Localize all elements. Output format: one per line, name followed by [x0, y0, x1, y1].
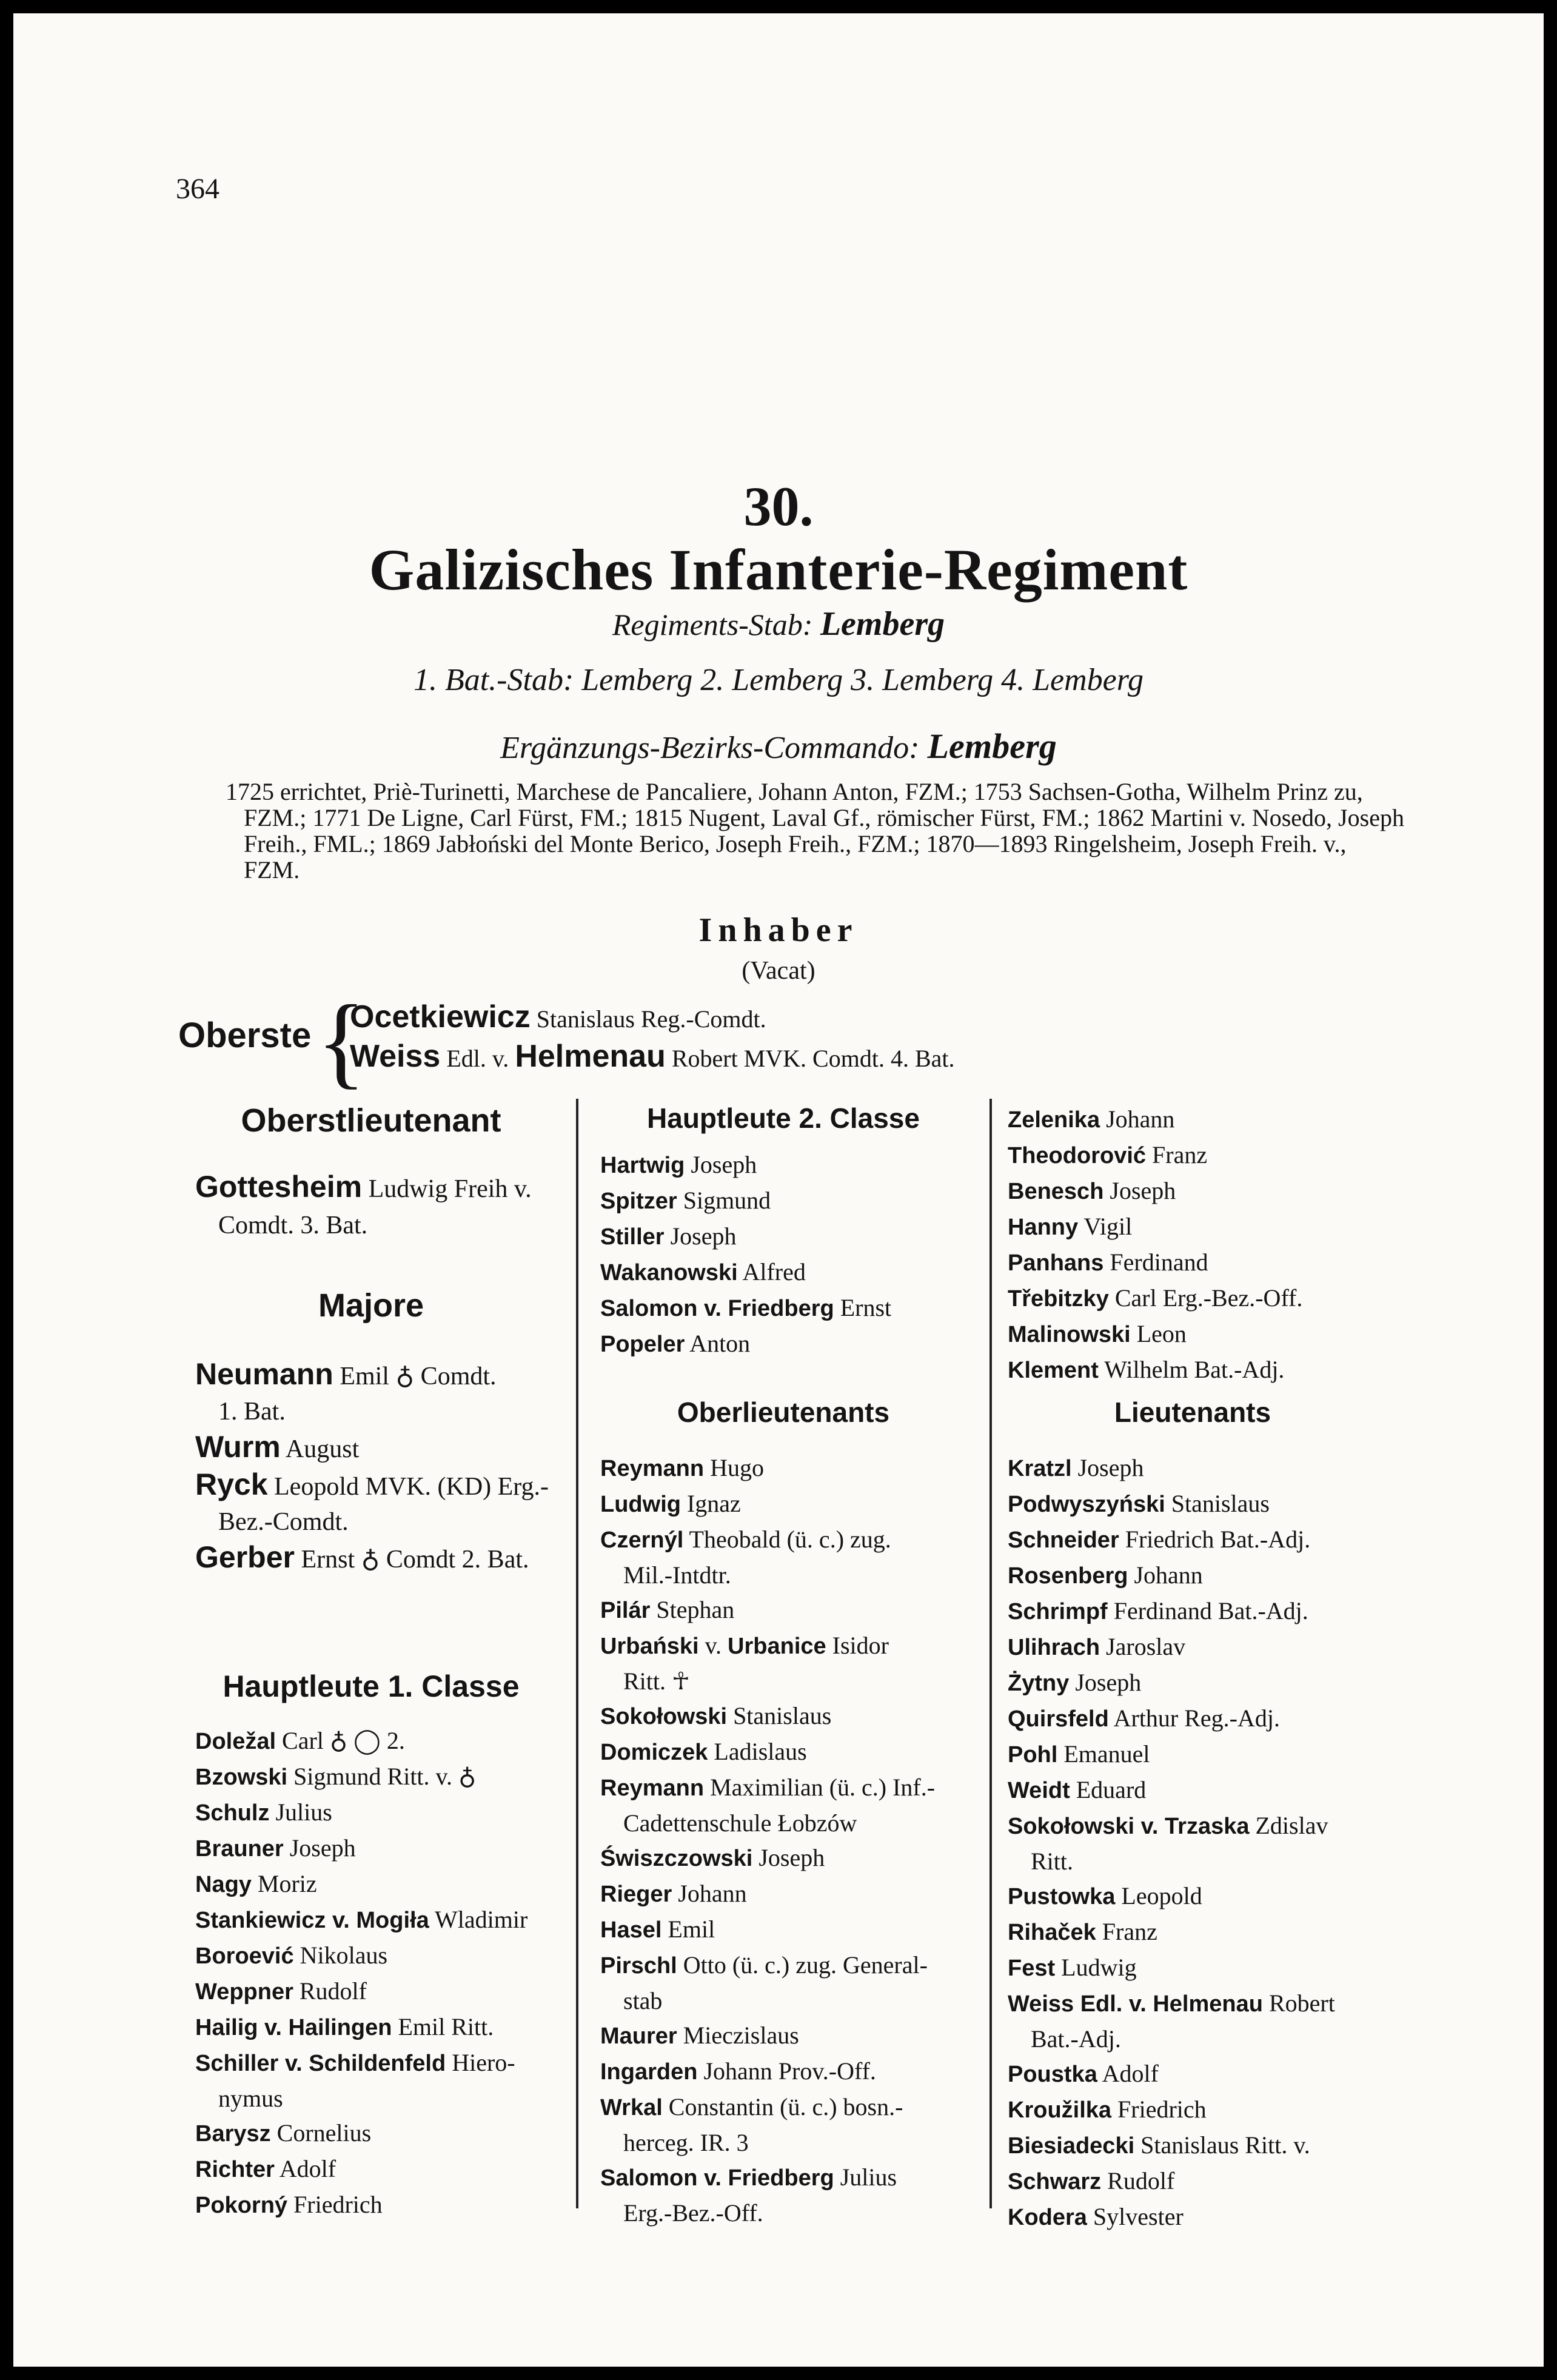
person-name: Richter: [195, 2157, 275, 2182]
list-item: [600, 1592, 935, 1628]
list-item: [195, 1168, 532, 1207]
list-item: [600, 1183, 891, 1219]
battalion-stab-line: 1. Bat.-Stab: Lemberg 2. Lemberg 3. Lemberg 4. Lemberg: [413, 663, 1144, 697]
list-item: [600, 1486, 935, 1522]
list-lieutenants: [1008, 1450, 1335, 2235]
person-name: Sokołowski: [600, 1704, 728, 1729]
list-item: [1008, 1665, 1335, 1701]
person-name: Benesch: [1008, 1179, 1104, 1204]
person-details: Bat.-Adj.: [1031, 2025, 1121, 2053]
list-item: [600, 2054, 935, 2090]
person-details: Sigmund: [677, 1187, 771, 1214]
person-name-part: Urbanice: [728, 1634, 826, 1659]
list-item: [195, 1723, 527, 1759]
person-details: Friedrich Bat.-Adj.: [1119, 1526, 1311, 1553]
list-item: [195, 1394, 549, 1429]
person-details: Joseph: [283, 1834, 356, 1862]
person-name: Hartwig: [600, 1153, 685, 1178]
person-details: Emil: [661, 1916, 715, 1943]
person-details: Robert: [1262, 1989, 1335, 2017]
list-item: [195, 1938, 527, 1974]
person-details: Stephan: [650, 1596, 735, 1623]
list-item: [1008, 1772, 1335, 1808]
person-details: Mil.-Intdtr.: [623, 1561, 731, 1589]
person-details: Wilhelm Bat.-Adj.: [1098, 1356, 1285, 1383]
oberste-2-name: Helmenau: [515, 1039, 666, 1074]
person-details: Otto (ü. c.) zug. General-: [677, 1951, 928, 1979]
person-name: Pirschl: [600, 1953, 677, 1979]
list-item: [1008, 1209, 1302, 1245]
person-name: Kodera: [1008, 2205, 1087, 2230]
person-details: Joseph: [664, 1222, 737, 1250]
person-details: 1. Bat.: [218, 1398, 286, 1426]
person-details: Jaroslav: [1100, 1633, 1186, 1660]
person-details: Arthur Reg.-Adj.: [1108, 1705, 1280, 1732]
list-item: [1008, 1486, 1335, 1522]
person-name: Kroužilka: [1008, 2097, 1112, 2123]
list-item: [1008, 2128, 1335, 2164]
person-name: Wakanowski: [600, 1260, 738, 1286]
person-name: Weppner: [195, 1979, 293, 2005]
person-name: Żytny: [1008, 1671, 1070, 1696]
list-item: [600, 1948, 935, 1983]
erg-label: Ergänzungs-Bezirks-Commando:: [500, 731, 920, 765]
person-details: Vigil: [1078, 1213, 1133, 1240]
person-details: August: [280, 1435, 360, 1463]
person-details: Stanislaus: [1165, 1490, 1270, 1517]
list-item: [195, 1467, 549, 1504]
list-item: [600, 2090, 935, 2125]
person-name: Schulz: [195, 1800, 270, 1826]
regiment-number: 30.: [743, 475, 814, 537]
person-name: Boroević: [195, 1943, 294, 1969]
person-name: Hailig v. Hailingen: [195, 2015, 392, 2040]
list-hauptleute-1: [195, 1723, 527, 2223]
heading-oberlieutenants: Oberlieutenants: [677, 1396, 890, 1428]
person-name: Ryck: [195, 1467, 268, 1501]
list-item: [600, 1876, 935, 1912]
list-item: [1008, 1879, 1335, 1914]
person-name: Panhans: [1008, 1250, 1104, 1276]
person-details: Ignaz: [680, 1490, 741, 1517]
person-details: Rudolf: [1101, 2167, 1175, 2194]
list-item: [600, 1450, 935, 1486]
person-name: Urbański: [600, 1634, 699, 1659]
person-name: Weiss Edl. v. Helmenau: [1008, 1991, 1263, 2017]
person-details: Emil ♁ Comdt.: [333, 1363, 497, 1390]
person-name: Bzowski: [195, 1765, 288, 1790]
person-details: Friedrich: [287, 2191, 383, 2218]
person-name: Brauner: [195, 1836, 284, 1862]
person-name: Gottesheim: [195, 1170, 363, 1204]
person-name: Sokołowski v. Trzaska: [1008, 1814, 1250, 1839]
person-details: Sigmund Ritt. v. ♁: [287, 1763, 477, 1790]
list-column3-top: [1008, 1102, 1302, 1388]
list-item: [1008, 1138, 1302, 1173]
heading-oberstlieutenant: Oberstlieutenant: [241, 1102, 501, 1139]
person-details: Johann: [1100, 1105, 1175, 1133]
list-item: [195, 1831, 527, 1866]
regiment-history: 1725 errichtet, Priè-Turinetti, Marchese de Pancaliere, Johann Anton, FZM.; 1753 Sachsen-Gotha, Wilhelm Prinz zu, FZM.; 1771 De Ligne, Carl Fürst, FM.; 1815 Nugent, Laval Gf., römischer Fürst, FM.; 1862 Martini v. Nosedo, Joseph Freih., FML.; 1869 Jabłoński del Monte Berico, Joseph Freih., FZM.; 1870—1893 Ringelsheim, Joseph Freih. v., FZM.: [226, 778, 1404, 883]
list-item: [195, 1207, 532, 1244]
oberste-brace: {: [316, 984, 366, 1098]
person-details: Stanislaus Ritt. v.: [1134, 2131, 1310, 2159]
person-details: Carl ♁ ◯ 2.: [276, 1727, 405, 1754]
person-details: Franz: [1096, 1918, 1157, 1945]
person-details: Adolf: [274, 2155, 337, 2182]
person-details: Ludwig Freih v.: [362, 1175, 532, 1203]
person-name: Zelenika: [1008, 1107, 1100, 1133]
oberste-1-rest: Stanislaus Reg.-Comdt.: [536, 1005, 766, 1033]
person-name: Salomon v. Friedberg: [600, 2165, 834, 2191]
inhaber-value: (Vacat): [742, 957, 815, 985]
column-rule-1: [576, 1099, 578, 2208]
person-details: Ferdinand: [1103, 1249, 1208, 1276]
list-item: [600, 2160, 935, 2196]
page-sheet: [13, 13, 1544, 2367]
person-name: Rieger: [600, 1882, 672, 1907]
person-details: Ritt. ☥: [623, 1668, 690, 1695]
oberste-entry-2: [350, 1038, 955, 1074]
person-details: Ferdinand Bat.-Adj.: [1107, 1597, 1308, 1624]
person-details: herceg. IR. 3: [623, 2129, 749, 2156]
list-item: [195, 1902, 527, 1938]
person-details: Zdislav: [1249, 1812, 1328, 1839]
list-item: [1008, 1594, 1335, 1629]
list-item: [195, 2010, 527, 2045]
person-name: Pokorný: [195, 2193, 288, 2218]
ergaenzungs-line: [13, 726, 1544, 766]
person-details: Leopold MVK. (KD) Erg.-: [267, 1473, 549, 1501]
person-name: Ulihrach: [1008, 1635, 1100, 1660]
person-name: Spitzer: [600, 1188, 677, 1214]
list-item: [1008, 1808, 1335, 1844]
person-name: Reymann: [600, 1456, 705, 1481]
person-details: Maximilian (ü. c.) Inf.-: [704, 1774, 936, 1801]
list-item: [600, 1326, 891, 1362]
list-oberlieutenants: [600, 1450, 935, 2230]
list-item: [195, 1866, 527, 1902]
person-name: Wurm: [195, 1430, 281, 1464]
person-name: Reymann: [600, 1775, 705, 1801]
person-name: Świszczowski: [600, 1846, 753, 1871]
person-name: Biesiadecki: [1008, 2133, 1135, 2159]
person-details: Joseph: [1071, 1454, 1144, 1481]
person-details: Moriz: [251, 1870, 317, 1897]
list-item: [195, 1429, 549, 1467]
person-details: Mieczislaus: [677, 2022, 799, 2049]
page-number: 364: [176, 173, 219, 205]
person-details: Leon: [1130, 1320, 1187, 1347]
person-name: Schiller v. Schildenfeld: [195, 2051, 446, 2076]
oberste-2-mid: Edl. v.: [446, 1045, 509, 1072]
person-name: Malinowski: [1008, 1322, 1131, 1347]
list-item: [195, 2187, 527, 2223]
person-details: Stanislaus: [727, 1702, 832, 1729]
person-details: Wladimir: [429, 1906, 528, 1933]
person-details: Johann: [1128, 1561, 1203, 1589]
person-name: Gerber: [195, 1540, 295, 1574]
list-item: [600, 2196, 935, 2230]
person-name: Pohl: [1008, 1742, 1058, 1768]
erg-place: Lemberg: [927, 726, 1057, 766]
person-details: Ludwig: [1055, 1954, 1137, 1981]
list-item: [1008, 2199, 1335, 2235]
person-details: Joseph: [685, 1151, 757, 1178]
list-item: [1008, 1173, 1302, 1209]
list-item: [1008, 1986, 1335, 2022]
person-details: Ritt.: [1031, 1848, 1074, 1875]
person-name: Ingarden: [600, 2059, 698, 2085]
person-name: Popeler: [600, 1332, 685, 1357]
person-name: Stiller: [600, 1224, 665, 1250]
list-item: [1008, 2092, 1335, 2128]
person-name: Kratzl: [1008, 1456, 1072, 1481]
list-item: [600, 1770, 935, 1806]
list-item: [600, 1558, 935, 1592]
person-details: Julius: [834, 2164, 897, 2191]
list-item: [1008, 1522, 1335, 1558]
person-name: Schwarz: [1008, 2169, 1102, 2194]
list-item: [1008, 1245, 1302, 1281]
list-item: [1008, 1558, 1335, 1594]
list-item: [600, 1840, 935, 1876]
person-details: Alfred: [737, 1258, 806, 1286]
list-majore: [195, 1356, 549, 1577]
list-item: [1008, 1950, 1335, 1986]
person-details: Erg.-Bez.-Off.: [623, 2199, 763, 2227]
person-name: Rosenberg: [1008, 1563, 1128, 1589]
person-details: Joseph: [1069, 1669, 1142, 1696]
list-item: [600, 1255, 891, 1290]
person-name: Fest: [1008, 1956, 1056, 1981]
person-details: Ladislaus: [708, 1738, 807, 1765]
person-details: Emil Ritt.: [392, 2013, 494, 2040]
person-name: Schrimpf: [1008, 1599, 1108, 1624]
list-item: [600, 2018, 935, 2054]
oberste-1-name: Ocetkiewicz: [350, 999, 531, 1034]
list-oberstlieutenant: [195, 1168, 532, 1244]
person-details: Franz: [1146, 1141, 1208, 1168]
heading-hauptleute-2: Hauptleute 2. Classe: [647, 1102, 920, 1134]
person-details: Cadettenschule Łobzów: [623, 1809, 857, 1837]
list-item: [600, 1290, 891, 1326]
oberste-label: Oberste: [178, 1016, 312, 1055]
list-item: [1008, 1737, 1335, 1772]
list-item: [195, 2045, 527, 2081]
list-item: [600, 1219, 891, 1255]
person-details: Carl Erg.-Bez.-Off.: [1108, 1284, 1303, 1312]
list-item: [195, 1759, 527, 1795]
list-hauptleute-2: [600, 1147, 891, 1362]
list-item: [1008, 1629, 1335, 1665]
list-item: [1008, 1914, 1335, 1950]
person-details: Hiero-: [446, 2049, 515, 2076]
person-details: Adolf: [1097, 2060, 1159, 2087]
person-details: Ernst: [834, 1294, 892, 1321]
person-details: Bez.-Comdt.: [218, 1508, 349, 1536]
oberste-2-pre: Weiss: [350, 1039, 441, 1074]
heading-lieutenants: Lieutenants: [1114, 1396, 1271, 1428]
list-item: [600, 1664, 935, 1698]
person-details: Johann Prov.-Off.: [697, 2057, 876, 2085]
list-item: [195, 1504, 549, 1540]
person-details: Johann: [672, 1880, 747, 1907]
person-name: Doležal: [195, 1729, 276, 1754]
list-item: [600, 1522, 935, 1558]
person-details: Eduard: [1070, 1776, 1147, 1803]
list-item: [1008, 1102, 1302, 1138]
person-name: Ludwig: [600, 1492, 681, 1517]
person-name: Neumann: [195, 1357, 333, 1391]
list-item: [600, 1698, 935, 1734]
list-item: [600, 2125, 935, 2160]
list-item: [195, 2081, 527, 2116]
person-name: Hasel: [600, 1917, 662, 1943]
person-name: Podwyszyński: [1008, 1492, 1165, 1517]
list-item: [600, 1912, 935, 1948]
person-details: Julius: [269, 1798, 332, 1826]
list-item: [1008, 2056, 1335, 2092]
person-name: Třebitzky: [1008, 1286, 1109, 1312]
person-name: Schneider: [1008, 1527, 1119, 1553]
person-name: Wrkal: [600, 2095, 663, 2120]
person-details: stab: [623, 1987, 663, 2014]
column-rule-2: [989, 1099, 992, 2208]
person-details: Theobald (ü. c.) zug.: [683, 1526, 891, 1553]
person-details: Hugo: [704, 1454, 764, 1481]
list-item: [600, 1147, 891, 1183]
stab-label: Regiments-Stab:: [612, 608, 813, 642]
list-item: [1008, 2164, 1335, 2199]
list-item: [195, 2151, 527, 2187]
person-details: Sylvester: [1087, 2203, 1184, 2230]
list-item: [600, 1734, 935, 1770]
person-name: Maurer: [600, 2023, 677, 2049]
person-name: Pustowka: [1008, 1884, 1116, 1909]
person-details: Constantin (ü. c.) bosn.-: [662, 2093, 903, 2120]
list-item: [1008, 1450, 1335, 1486]
person-details: Emanuel: [1057, 1740, 1150, 1768]
regiment-title: Galizisches Infanterie-Regiment: [369, 537, 1188, 602]
person-name: Quirsfeld: [1008, 1706, 1109, 1732]
person-details: Friedrich: [1111, 2096, 1207, 2123]
person-name: Czernýl: [600, 1527, 684, 1553]
person-details: Leopold: [1115, 1882, 1202, 1909]
person-name: Poustka: [1008, 2062, 1097, 2087]
list-item: [1008, 1701, 1335, 1737]
list-item: [195, 2116, 527, 2151]
person-details: Cornelius: [270, 2119, 372, 2147]
person-name: Barysz: [195, 2121, 271, 2147]
list-item: [1008, 1281, 1302, 1316]
list-item: [195, 1540, 549, 1577]
person-name: Nagy: [195, 1872, 252, 1897]
person-details: Anton: [685, 1330, 751, 1357]
person-name: Theodorović: [1008, 1143, 1147, 1168]
list-item: [195, 1356, 549, 1394]
oberste-2-rest: Robert MVK. Comdt. 4. Bat.: [671, 1045, 955, 1072]
regiments-stab-line: [13, 605, 1544, 643]
list-item: [600, 1806, 935, 1840]
person-details: Joseph: [1103, 1177, 1176, 1204]
person-details: Nikolaus: [293, 1942, 388, 1969]
person-details: v.: [698, 1632, 728, 1659]
person-name: Stankiewicz v. Mogiła: [195, 1908, 429, 1933]
person-details: Ernst ♁ Comdt 2. Bat.: [294, 1546, 529, 1574]
list-item: [1008, 2022, 1335, 2056]
person-name: Hanny: [1008, 1215, 1079, 1240]
person-details: Joseph: [752, 1844, 825, 1871]
person-name: Klement: [1008, 1358, 1099, 1383]
person-details: Comdt. 3. Bat.: [218, 1212, 368, 1239]
list-item: [195, 1795, 527, 1831]
inhaber-heading: Inhaber: [698, 911, 859, 949]
stab-place: Lemberg: [820, 605, 945, 643]
list-item: [1008, 1844, 1335, 1879]
person-details: Rudolf: [293, 1977, 367, 2005]
heading-majore: Majore: [318, 1287, 424, 1324]
person-name: Domiczek: [600, 1740, 708, 1765]
oberste-entry-1: [350, 999, 766, 1035]
person-name: Weidt: [1008, 1778, 1070, 1803]
list-item: [600, 1983, 935, 2018]
heading-hauptleute-1: Hauptleute 1. Classe: [223, 1669, 520, 1703]
person-details-part: Isidor: [826, 1632, 889, 1659]
person-name: Rihaček: [1008, 1920, 1096, 1945]
list-item: [1008, 1316, 1302, 1352]
list-item: [1008, 1352, 1302, 1388]
person-name: Salomon v. Friedberg: [600, 1296, 834, 1321]
list-item: [195, 1974, 527, 2010]
person-name: Pilár: [600, 1598, 651, 1623]
list-item: [600, 1628, 935, 1664]
person-details: nymus: [218, 2085, 283, 2112]
